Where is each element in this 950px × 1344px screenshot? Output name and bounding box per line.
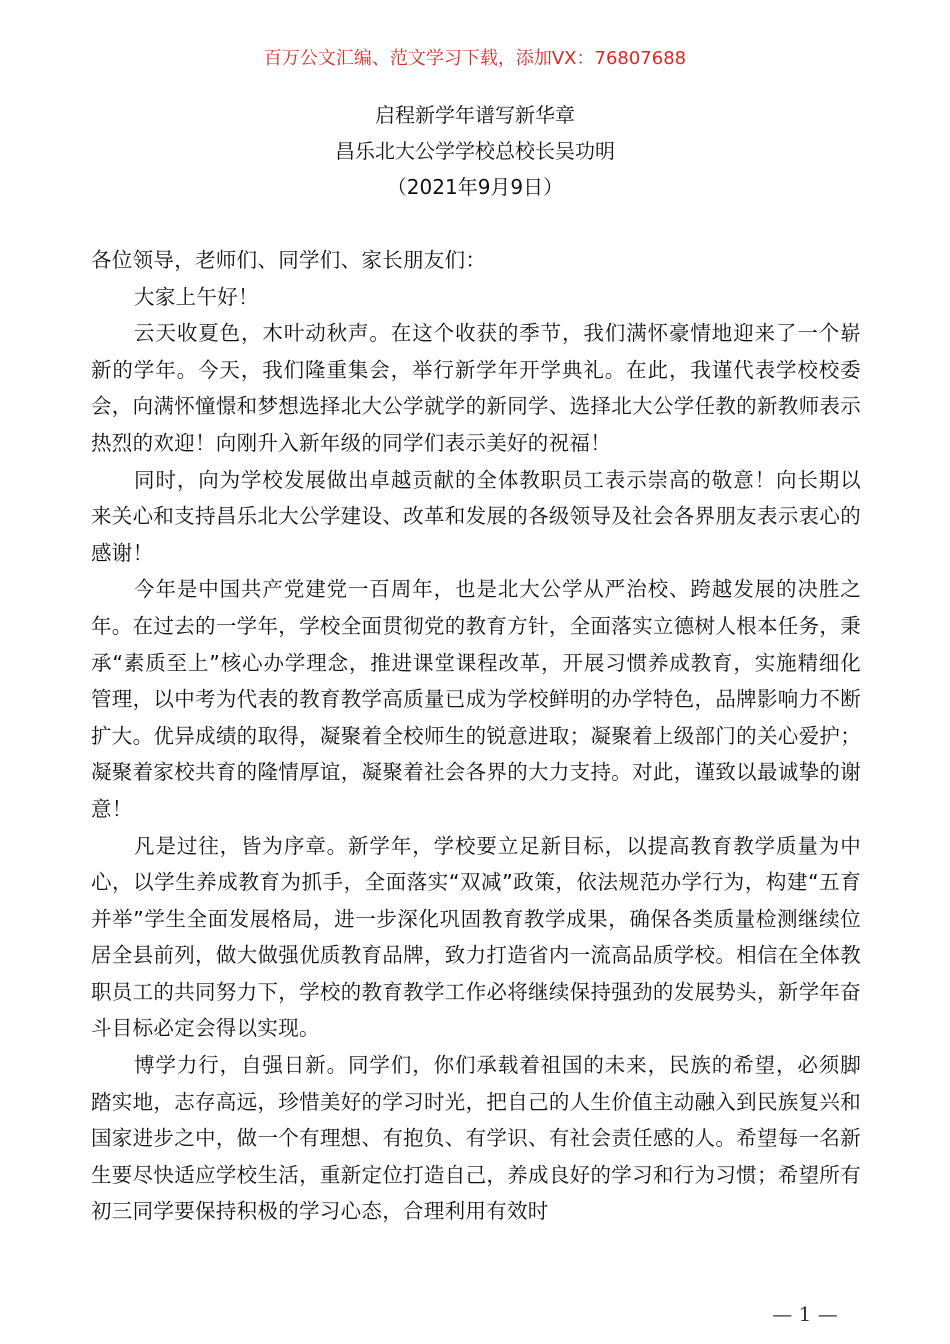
paragraph: 凡是过往，皆为序章。新学年，学校要立足新目标，以提高教育教学质量为中心，以学生养成教育为抓手，全面落实“双减”政策，依法规范办学行为，构建“五育并举”学生全面发展格局，进一步深化巩固教育教学成果，确保各类质量检测继续位居全县前列，做大做强优质教育品牌，致力打造省内一流高品质学校。相信在全体教职员工的共同努力下，学校的教育教学工作必将继续保持强劲的发展势头，新学年奋斗目标必定会得以实现。 — [91, 833, 861, 1041]
salutation: 各位领导，老师们、同学们、家长朋友们： — [91, 248, 487, 272]
paragraph: 云天收夏色，木叶动秋声。在这个收获的季节，我们满怀豪情地迎来了一个崭新的学年。今天，我们隆重集会，举行新学年开学典礼。在此，我谨代表学校校委会，向满怀憧憬和梦想选择北大公学就学的新同学、选择北大公学任教的新教师表示热烈的欢迎！向刚升入新年级的同学们表示美好的祝福！ — [91, 321, 861, 455]
paragraph: 同时，向为学校发展做出卓越贡献的全体教职员工表示崇高的敬意！向长期以来关心和支持昌乐北大公学建设、改革和发展的各级领导及社会各界朋友表示衷心的感谢！ — [91, 467, 861, 565]
document-date: （2021年9月9日） — [386, 175, 564, 199]
title-block — [0, 97, 950, 205]
document-body — [91, 242, 861, 1230]
paragraph: 今年是中国共产党建党一百周年，也是北大公学从严治校、跨越发展的决胜之年。在过去的一学年，学校全面贯彻党的教育方针，全面落实立德树人根本任务，秉承“素质至上”核心办学理念，推进课堂课程改革，开展习惯养成教育，实施精细化管理，以中考为代表的教育教学高质量已成为学校鲜明的办学特色，品牌影响力不断扩大。优异成绩的取得，凝聚着全校师生的锐意进取；凝聚着上级部门的关心爱护；凝聚着家校共育的隆情厚谊，凝聚着社会各界的大力支持。对此，谨致以最诚挚的谢意！ — [91, 577, 861, 821]
paragraph: 博学力行，自强日新。同学们，你们承载着祖国的未来，民族的希望，必须脚踏实地，志存高远，珍惜美好的学习时光，把自己的人生价值主动融入到民族复兴和国家进步之中，做一个有理想、有抱负、有学识、有社会责任感的人。希望每一名新生要尽快适应学校生活，重新定位打造自己，养成良好的学习和行为习惯；希望所有初三同学要保持积极的学习心态，合理利用有效时 — [91, 1053, 861, 1224]
document-author: 昌乐北大公学学校总校长吴功明 — [335, 139, 615, 163]
download-banner: 百万公文汇编、范文学习下载，添加VX：76807688 — [263, 48, 687, 69]
page-number: — 1 — — [772, 1302, 838, 1326]
document-title: 启程新学年谱写新华章 — [375, 103, 575, 127]
paragraph: 大家上午好！ — [134, 284, 259, 309]
